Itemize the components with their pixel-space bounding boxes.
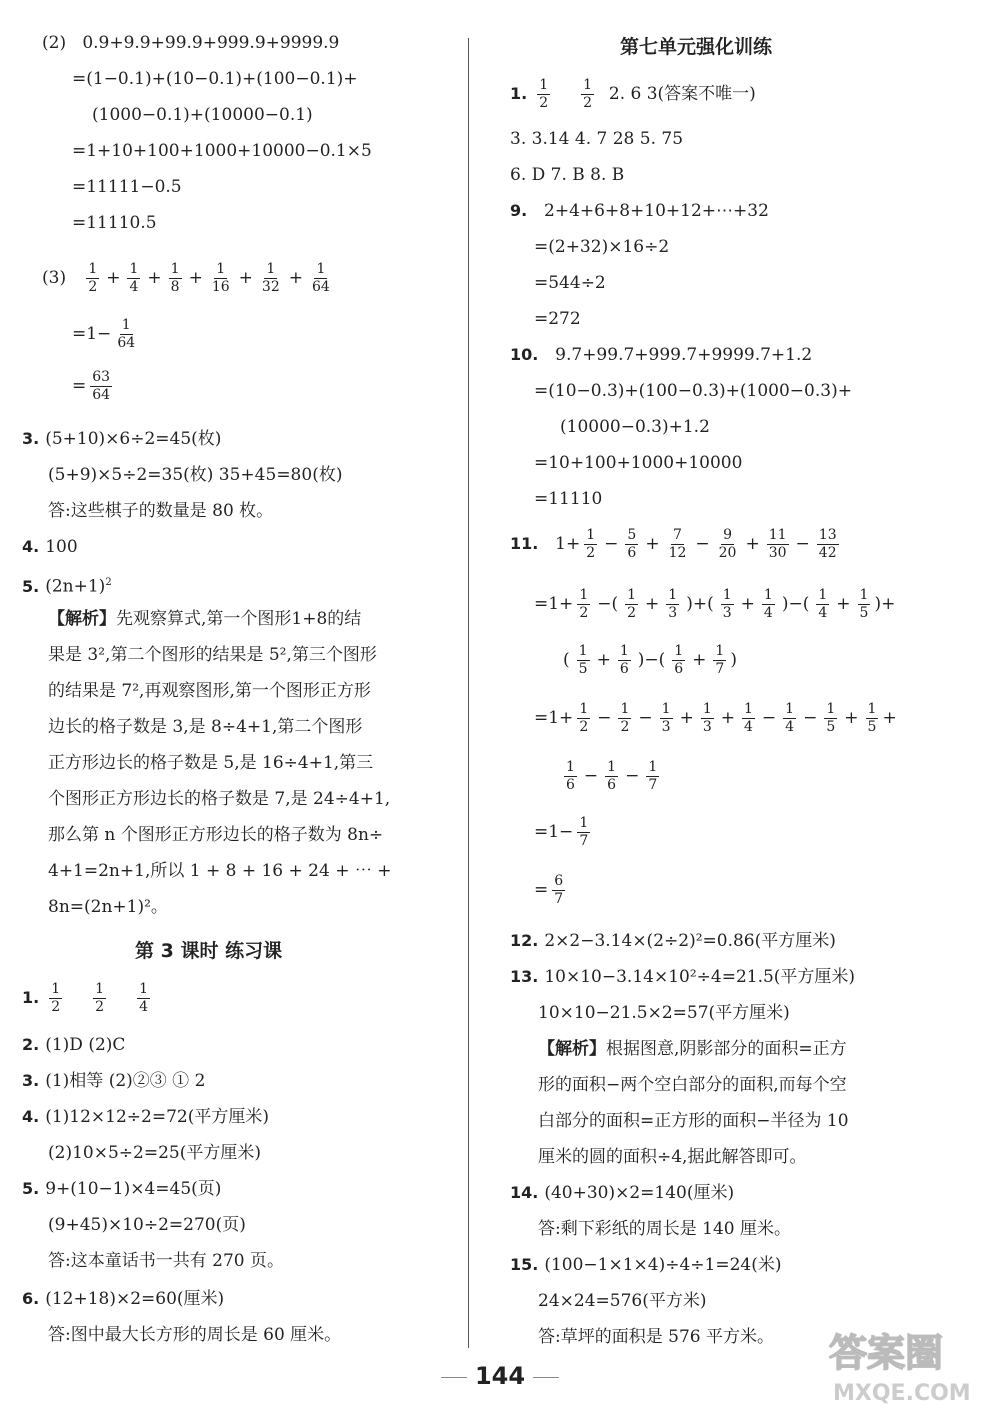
p2-line2: =(1−0.1)+(10−0.1)+(100−0.1)+ <box>72 69 358 89</box>
r14-line1: 14. (40+30)×2=140(厘米) <box>510 1183 735 1203</box>
q5-analysis-line5: 正方形边长的格子数是 5,是 16÷4+1,第三 <box>48 753 374 773</box>
watermark-logo <box>825 1322 995 1408</box>
r9-line4: =272 <box>534 309 581 329</box>
fraction: $\frac{1}{4}$ <box>818 587 828 621</box>
q5-analysis-line3: 的结果是 7²,再观察图形,第一个图形正方形 <box>48 681 371 701</box>
s5-line1: 5. 9+(10−1)×4=45(页) <box>22 1179 222 1199</box>
column-divider <box>468 38 469 1348</box>
s1: 1. $\frac{1}{2}$ $\frac{1}{2}$ $\frac{1}{4}$ <box>22 981 148 1015</box>
fraction: $\frac{1}{16}$ <box>211 261 230 295</box>
section-heading: 第 3 课时 练习课 <box>135 940 283 962</box>
s5-answer: 答:这本童话书一共有 270 页。 <box>48 1251 284 1271</box>
fraction: $\frac{1}{2}$ <box>583 77 593 111</box>
fraction: $\frac{1}{6}$ <box>607 759 617 793</box>
fraction: $\frac{1}{2}$ <box>579 701 589 735</box>
fraction: $\frac{1}{2}$ <box>539 77 549 111</box>
fraction: $\frac{1}{7}$ <box>579 815 589 849</box>
fraction: $\frac{6}{7}$ <box>554 873 564 907</box>
fraction: $\frac{5}{6}$ <box>627 527 637 561</box>
r11-line5: $\frac{1}{6}$ − $\frac{1}{6}$ − $\frac{1}{7}$ <box>566 759 658 793</box>
r6: 6. D 7. B 8. B <box>510 165 625 185</box>
fraction: $\frac{1}{6}$ <box>566 759 575 793</box>
r9-line2: =(2+32)×16÷2 <box>534 237 670 257</box>
watermark-url: MXQE.COM <box>833 1381 971 1406</box>
r10-line4: =10+100+1000+10000 <box>534 453 743 473</box>
r3: 3. 3.14 4. 7 28 5. 75 <box>510 129 684 149</box>
r11-line1: 11. 1+ $\frac{1}{2}$ − $\frac{5}{6}$ + $\frac{7}{12}$ − $\frac{9}{20}$ + $\frac{11}{30}$ − $\frac{13}{42}$ <box>510 527 837 561</box>
q5-analysis-line8: 4+1=2n+1,所以 1 + 8 + 16 + 24 + ⋯ + <box>48 861 392 881</box>
s4-line1: 4. (1)12×12÷2=72(平方厘米) <box>22 1107 270 1127</box>
q5: 5. $(2n+1)^2$ <box>22 576 112 597</box>
q5-analysis-line9: 8n=(2n+1)²。 <box>48 897 168 917</box>
fraction: $\frac{1}{6}$ <box>674 643 684 677</box>
q4: 4. 100 <box>22 537 78 557</box>
fraction: $\frac{1}{4}$ <box>785 701 795 735</box>
fraction: $\frac{1}{2}$ <box>620 701 630 735</box>
fraction: $\frac{1}{7}$ <box>648 759 658 793</box>
fraction: $\frac{1}{8}$ <box>170 261 180 295</box>
q3-line2: (5+9)×5÷2=35(枚) 35+45=80(枚) <box>48 465 343 485</box>
r13-analysis-line4: 厘米的圆的面积÷4,据此解答即可。 <box>538 1147 807 1167</box>
q5-analysis-line2: 果是 3²,第二个图形的结果是 5²,第三个图形 <box>48 645 377 665</box>
q3-line1: 3. (5+10)×6÷2=45(枚) <box>22 429 222 449</box>
fraction: $\frac{1}{5}$ <box>826 701 836 735</box>
s2: 2. (1)D (2)C <box>22 1035 126 1055</box>
q5-analysis-line6: 个图形正方形边长的格子数是 7,是 24÷4+1, <box>48 789 391 809</box>
fraction: $\frac{63}{64}$ <box>92 369 111 403</box>
fraction: $\frac{9}{20}$ <box>718 527 737 561</box>
p2-line1: (2) 0.9+9.9+99.9+999.9+9999.9 <box>42 33 340 53</box>
p2-line6: =11110.5 <box>72 213 157 233</box>
fraction: $\frac{1}{4}$ <box>139 981 148 1015</box>
fraction: $\frac{1}{3}$ <box>661 701 671 735</box>
fraction: $\frac{1}{64}$ <box>117 317 136 351</box>
fraction: $\frac{1}{2}$ <box>586 527 596 561</box>
fraction: $\frac{1}{2}$ <box>627 587 637 621</box>
watermark-text: 答案圈 <box>829 1331 944 1375</box>
q3-answer: 答:这些棋子的数量是 80 枚。 <box>48 501 274 521</box>
fraction: $\frac{7}{12}$ <box>668 527 687 561</box>
r10-line3: (10000−0.3)+1.2 <box>560 417 710 437</box>
s6-answer: 答:图中最大长方形的周长是 60 厘米。 <box>48 1325 342 1345</box>
s3: 3. (1)相等 (2)②③ ① 2 <box>22 1071 206 1091</box>
unit-title: 第七单元强化训练 <box>620 36 773 58</box>
q5-analysis-line7: 那么第 n 个图形正方形边长的格子数为 8n÷ <box>48 825 384 845</box>
p3-line1: (3) $\frac{1}{2}$ + $\frac{1}{4}$ + $\frac{1}{8}$ + $\frac{1}{16}$ + $\frac{1}{32}$ + $\frac{1}{64}$ <box>42 261 330 295</box>
fraction: $\frac{1}{2}$ <box>51 981 61 1015</box>
fraction: $\frac{1}{2}$ <box>88 261 98 295</box>
r13-analysis-line3: 白部分的面积=正方形的面积−半径为 10 <box>538 1111 849 1131</box>
r13-analysis-line2: 形的面积−两个空白部分的面积,而每个空 <box>538 1075 847 1095</box>
r9-line3: =544÷2 <box>534 273 606 293</box>
r15-line1: 15. (100−1×1×4)÷4÷1=24(米) <box>510 1255 782 1275</box>
fraction: $\frac{1}{4}$ <box>129 261 139 295</box>
fraction: $\frac{1}{5}$ <box>867 701 877 735</box>
r10-line1: 10. 9.7+99.7+999.7+9999.7+1.2 <box>510 345 813 365</box>
p2-line4: =1+10+100+1000+10000−0.1×5 <box>72 141 372 161</box>
r11-line3: ( $\frac{1}{5}$ + $\frac{1}{6}$ )−( $\frac{1}{6}$ + $\frac{1}{7}$ ) <box>563 643 737 677</box>
s5-line2: (9+45)×10÷2=270(页) <box>48 1215 246 1235</box>
fraction: $\frac{1}{2}$ <box>579 587 589 621</box>
fraction: $\frac{1}{2}$ <box>95 981 105 1015</box>
q5-analysis-line1: 【解析】先观察算式,第一个图形1+8的结 <box>48 609 362 629</box>
p3-line2: =1− $\frac{1}{64}$ <box>72 317 136 351</box>
r10-line5: =11110 <box>534 489 603 509</box>
fraction: $\frac{1}{4}$ <box>763 587 773 621</box>
q5-analysis-line4: 边长的格子数是 3,是 8÷4+1,第二个图形 <box>48 717 363 737</box>
r13-line1: 13. 10×10−3.14×10²÷4=21.5(平方厘米) <box>510 967 856 987</box>
s4-line2: (2)10×5÷2=25(平方厘米) <box>48 1143 261 1163</box>
fraction: $\frac{11}{30}$ <box>768 527 787 561</box>
r11-line6: =1− $\frac{1}{7}$ <box>534 815 589 849</box>
fraction: $\frac{1}{3}$ <box>702 701 712 735</box>
r9-line1: 9. 2+4+6+8+10+12+⋯+32 <box>510 201 769 221</box>
p2-line5: =11111−0.5 <box>72 177 182 197</box>
r15-answer: 答:草坪的面积是 576 平方米。 <box>538 1327 774 1347</box>
page-number: 144 <box>0 1362 1000 1390</box>
fraction: $\frac{13}{42}$ <box>818 527 837 561</box>
r14-answer: 答:剩下彩纸的周长是 140 厘米。 <box>538 1219 791 1239</box>
r15-line2: 24×24=576(平方米) <box>538 1291 707 1311</box>
p3-line3: = $\frac{63}{64}$ <box>72 369 111 403</box>
fraction: $\frac{1}{6}$ <box>619 643 629 677</box>
fraction: $\frac{1}{3}$ <box>668 587 678 621</box>
r11-line7: = $\frac{6}{7}$ <box>534 873 564 907</box>
fraction: $\frac{1}{3}$ <box>722 587 732 621</box>
r10-line2: =(10−0.3)+(100−0.3)+(1000−0.3)+ <box>534 381 852 401</box>
r1: 1. $\frac{1}{2}$ $\frac{1}{2}$ 2. 6 3(答案不唯一) <box>510 77 756 111</box>
fraction: $\frac{1}{5}$ <box>578 643 588 677</box>
fraction: $\frac{1}{32}$ <box>261 261 280 295</box>
fraction: $\frac{1}{5}$ <box>859 587 869 621</box>
r13-line2: 10×10−21.5×2=57(平方厘米) <box>538 1003 790 1023</box>
r12: 12. 2×2−3.14×(2÷2)²=0.86(平方厘米) <box>510 931 836 951</box>
fraction: $\frac{1}{7}$ <box>715 643 725 677</box>
s6-line1: 6. (12+18)×2=60(厘米) <box>22 1289 225 1309</box>
r11-line2: =1+ $\frac{1}{2}$ −( $\frac{1}{2}$ + $\frac{1}{3}$ )+( $\frac{1}{3}$ + $\frac{1}{4}$ )−( $\frac{1}{4}$ + $\frac{1}{5}$ )+ <box>534 587 896 621</box>
fraction: $\frac{1}{64}$ <box>311 261 330 295</box>
r13-analysis-line1: 【解析】根据图意,阴影部分的面积=正方 <box>538 1039 847 1059</box>
p2-line3: (1000−0.1)+(10000−0.1) <box>92 105 313 125</box>
fraction: $\frac{1}{4}$ <box>744 701 753 735</box>
r11-line4: =1+ $\frac{1}{2}$ − $\frac{1}{2}$ − $\frac{1}{3}$ + $\frac{1}{3}$ + $\frac{1}{4}$ − $\frac{1}{4}$ − $\frac{1}{5}$ + $\frac{1}{5}$ + <box>534 701 897 735</box>
